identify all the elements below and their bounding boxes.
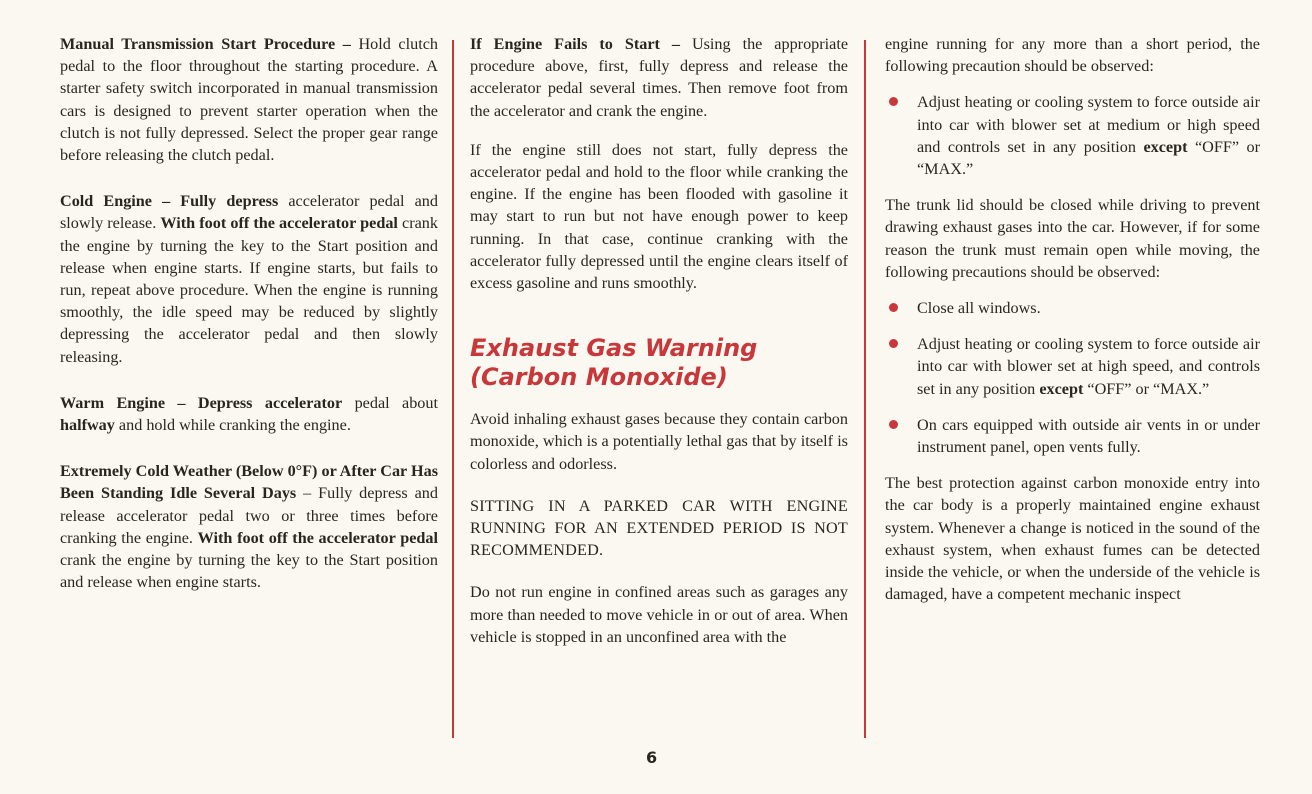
warm-engine-text-b: and hold while cranking the engine. — [114, 416, 351, 435]
avoid-inhaling-paragraph: Avoid inhaling exhaust gases because they contain carbon monoxide, which is a potentially lethal gas that by itself is colorless and odorless. — [470, 410, 848, 473]
cold-engine-bold: With foot off the accelerator pedal — [160, 214, 398, 233]
bullet-text: On cars equipped with outside air vents in or under instrument panel, open vents fully. — [917, 415, 1260, 457]
manual-transmission-text: Hold clutch pedal to the floor throughout the starting procedure. A starter safety switch incorporated in manual transmission cars is designed to prevent starter operation when the clutch is not fully depressed. Select the proper gear range before releasing the clutch pedal. — [60, 35, 438, 165]
column-middle — [470, 33, 848, 648]
warm-engine-paragraph — [60, 392, 438, 436]
cold-engine-text-b: crank the engine by turning the key to the Start position and release when engine starts. If engine starts, but fails to run, repeat above procedure. When the engine is running smoothly, the idle speed may be reduced by slightly depressing the accelerator pedal and then slowly releasing. — [60, 214, 438, 366]
engine-fails-paragraph — [470, 33, 848, 122]
list-item — [885, 333, 1260, 400]
best-protection-paragraph: The best protection against carbon monoxide entry into the car body is a properly maintained engine exhaust system. Whenever a change is noticed in the sound of the exhaust system, when exhaust fumes can be detected inside the vehicle, or when the underside of the vehicle is damaged, have a competent mechanic inspect — [885, 474, 1260, 604]
warm-engine-text-a: pedal about — [342, 393, 438, 412]
bullet-bold: except — [1143, 137, 1188, 156]
bullet-text-end: “OFF” or “MAX.” — [917, 137, 1260, 179]
list-item — [885, 297, 1260, 319]
column-left — [60, 33, 438, 593]
trunk-lid-paragraph: The trunk lid should be closed while driving to prevent drawing exhaust gases into the car. However, if for some reason the trunk must remain open while moving, the following precautions should be observed: — [885, 196, 1260, 281]
engine-fails-title: If Engine Fails to Start – — [470, 35, 680, 53]
bullet-icon — [889, 339, 898, 348]
cold-engine-title: Cold Engine – Fully depress — [60, 192, 279, 211]
cold-engine-paragraph — [60, 190, 438, 368]
extremely-cold-bold: With foot off the accelerator pedal — [197, 528, 438, 547]
column-divider-left — [452, 40, 454, 738]
manual-transmission-paragraph — [60, 33, 438, 166]
extremely-cold-text-b: crank the engine by turning the key to the Start position and release when engine starts. — [60, 551, 438, 592]
cold-engine-text-a: accelerator pedal and slowly release. — [60, 192, 438, 233]
bullet-text: Adjust heating or cooling system to force outside air into car with blower set at medium or high speed and controls set in any position — [917, 93, 1260, 156]
manual-transmission-title: Manual Transmission Start Procedure – — [60, 35, 351, 53]
precaution-list-2 — [885, 297, 1260, 458]
precaution-list-1 — [885, 91, 1260, 180]
column-right — [885, 33, 1260, 605]
column-divider-right — [864, 40, 866, 738]
bullet-icon — [889, 97, 898, 106]
page-number: 6 — [646, 748, 658, 767]
exhaust-warning-heading — [470, 334, 848, 392]
bullet-text-end: “OFF” or “MAX.” — [1083, 379, 1210, 398]
extremely-cold-title: Extremely Cold Weather (Below 0°F) or After Car Has Been Standing Idle Several Days — [60, 462, 438, 503]
sitting-warning-paragraph: SITTING IN A PARKED CAR WITH ENGINE RUNNING FOR AN EXTENDED PERIOD IS NOT RECOMMENDED. — [470, 496, 848, 560]
list-item — [885, 414, 1260, 458]
warm-engine-title: Warm Engine – Depress accelerator — [60, 393, 343, 412]
bullet-text: Adjust heating or cooling system to force outside air into car with blower set at high speed, and controls set in any position — [917, 335, 1260, 398]
bullet-text: Close all windows. — [917, 299, 1041, 318]
precaution-intro-paragraph: engine running for any more than a short period, the following precaution should be observed: — [885, 35, 1260, 76]
bullet-bold: except — [1039, 379, 1084, 398]
warm-engine-bold: halfway — [60, 416, 115, 435]
engine-fails-text: Using the appropriate procedure above, first, fully depress and release the accelerator pedal several times. Then remove foot from the accelerator and crank the engine. — [470, 35, 849, 120]
bullet-icon — [889, 303, 898, 312]
flooded-engine-paragraph: If the engine still does not start, fully depress the accelerator pedal and hold to the floor while cranking the engine. If the engine has been flooded with gasoline it may start to run but not have enough power to keep running. In that case, continue cranking with the accelerator fully depressed until the engine clears itself of excess gasoline and runs smoothly. — [470, 140, 848, 293]
extremely-cold-paragraph — [60, 460, 438, 593]
heading-line-2: (Carbon Monoxide) — [470, 363, 728, 392]
confined-areas-paragraph: Do not run engine in confined areas such as garages any more than needed to move vehicle in or out of area. When vehicle is stopped in an unconfined area with the — [470, 583, 848, 646]
extremely-cold-text-a: – Fully depress and release accelerator pedal two or three times before cranking the engine. — [60, 484, 438, 547]
heading-line-1: Exhaust Gas Warning — [470, 334, 758, 363]
list-item — [885, 91, 1260, 180]
bullet-icon — [889, 420, 898, 429]
